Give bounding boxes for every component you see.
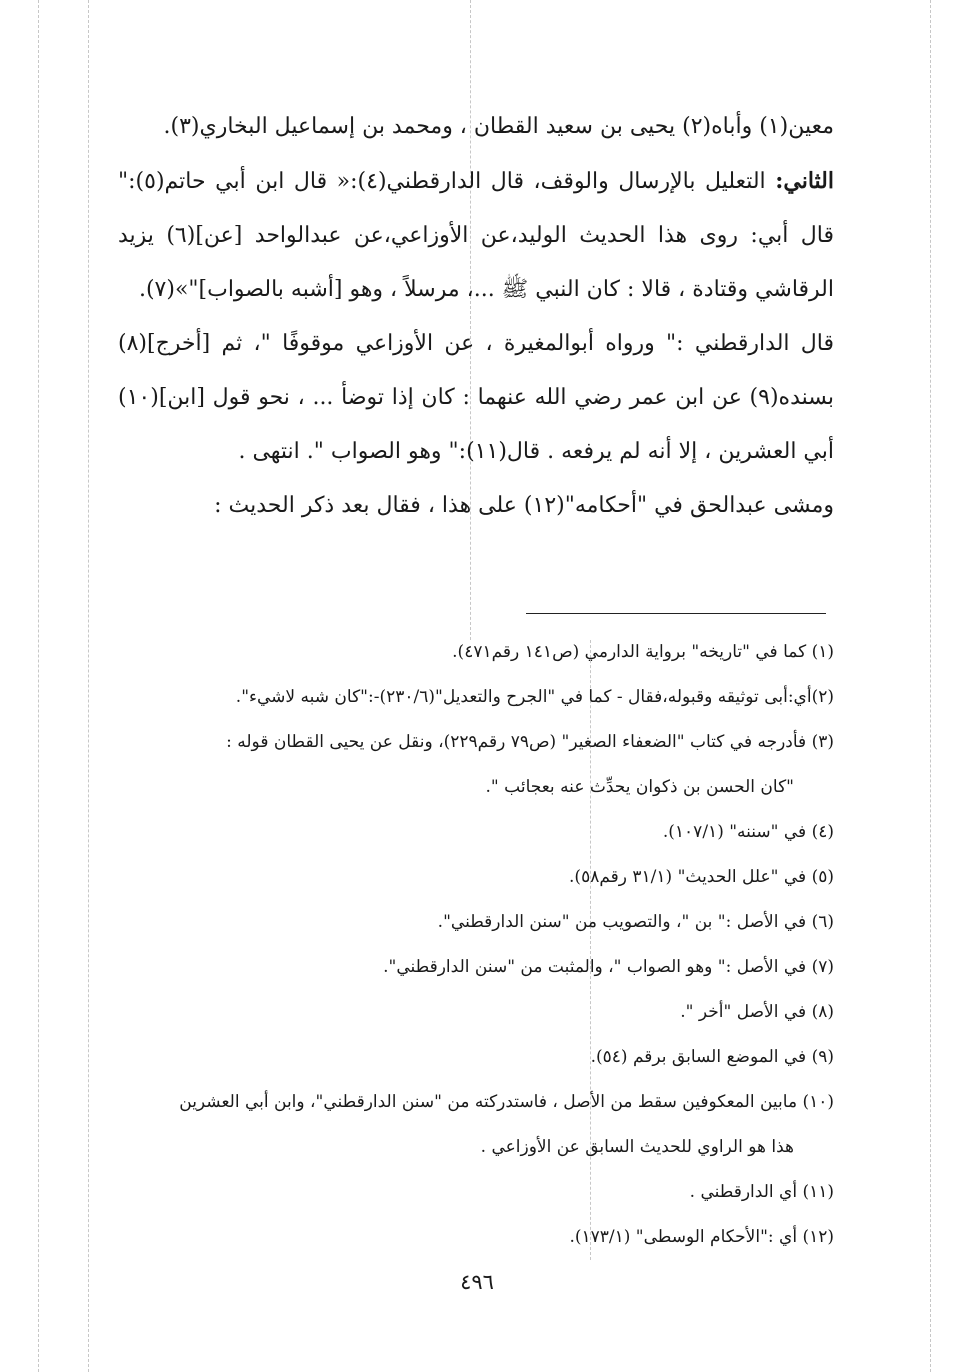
page-number: ٤٩٦	[460, 1270, 494, 1294]
scan-artifact-line	[88, 0, 89, 1372]
paragraph-3	[118, 317, 834, 479]
footnote-8: (٨) في الأصل "أخر ".	[680, 1002, 834, 1022]
paragraph-4	[118, 479, 834, 533]
footnote-3-continuation: "كان الحسن بن ذكوان يحدِّث عنه بعجائب ".	[485, 777, 794, 797]
footnote-11: (١١) أي الدارقطني .	[689, 1182, 834, 1202]
footnote-5: (٥) في "علل الحديث" (٣١/١ رقم٥٨).	[569, 867, 834, 887]
footnote-separator	[526, 613, 826, 614]
footnote-6: (٦) في الأصل :" بن "، والتصويب من "سنن الدارقطني".	[437, 912, 834, 932]
scan-artifact-line	[38, 0, 39, 1372]
footnote-10-continuation: هذا هو الراوي للحديث السابق عن الأوزاعي .	[480, 1137, 794, 1157]
paragraph-4-text: ومشى عبدالحق في "أحكامه"(١٢) على هذا ، فقال بعد ذكر الحديث :	[214, 493, 834, 518]
paragraph-3-text: قال الدارقطني :" ورواه أبوالمغيرة ، عن الأوزاعي موقوفًا "، ثم [أخرج](٨) بسنده(٩) عن ابن عمر رضي الله عنهما : كان إذا توضأ ... ، نحو قول [ابن](١٠) أبي العشرين ، إلا أنه لم يرفعه . قال(١١):" وهو الصواب ". انتهى .	[118, 331, 834, 464]
footnote-4: (٤) في "سننه" (١٠٧/١).	[662, 822, 834, 842]
footnote-3: (٣) فأدرجه في كتاب "الضعفاء الصغير" (ص٧٩ رقم٢٢٩)، ونقل عن يحيى القطان قوله :	[226, 732, 834, 752]
scan-artifact-line	[930, 0, 931, 1372]
main-text	[118, 100, 834, 533]
paragraph-2	[118, 154, 834, 317]
footnote-12: (١٢) أي :"الأحكام الوسطى" (١٧٣/١).	[569, 1227, 834, 1247]
paragraph-2-lead: الثاني:	[775, 168, 834, 194]
paragraph-2-text: التعليل بالإرسال والوقف، قال الدارقطني(٤):« قال ابن أبي حاتم(٥):" قال أبي: روى هذا الحديث الوليد،عن الأوزاعي،عن عبدالواحد [عن](٦) يزيد الرقاشي وقتادة ، قالا : كان النبي ﷺ ...، مرسلاً ، وهو [أشبه بالصواب]"»(٧).	[118, 169, 834, 302]
footnotes-section	[118, 630, 834, 1260]
footnote-9: (٩) في الموضع السابق برقم (٥٤).	[590, 1047, 834, 1067]
paragraph-1	[118, 100, 834, 154]
paragraph-1-line: معين(١) وأباه(٢) يحيى بن سعيد القطان ، ومحمد بن إسماعيل البخاري(٣).	[163, 114, 834, 139]
footnote-10: (١٠) مابين المعكوفين سقط من الأصل ، فاستدركته من "سنن الدارقطني"، وابن أبي العشرين	[179, 1092, 834, 1112]
footnote-7: (٧) في الأصل :" وهو الصواب "، والمثبت من "سنن الدارقطني".	[383, 957, 834, 977]
footnote-2: (٢)أي:أبى توثيقه وقبوله،فقال - كما في "الجرح والتعديل"(٢٣٠/٦)-:"كان شبه لاشيء".	[235, 687, 834, 707]
footnote-1: (١) كما في "تاريخه" برواية الدارمي (ص١٤١ رقم٤٧١).	[452, 642, 834, 662]
